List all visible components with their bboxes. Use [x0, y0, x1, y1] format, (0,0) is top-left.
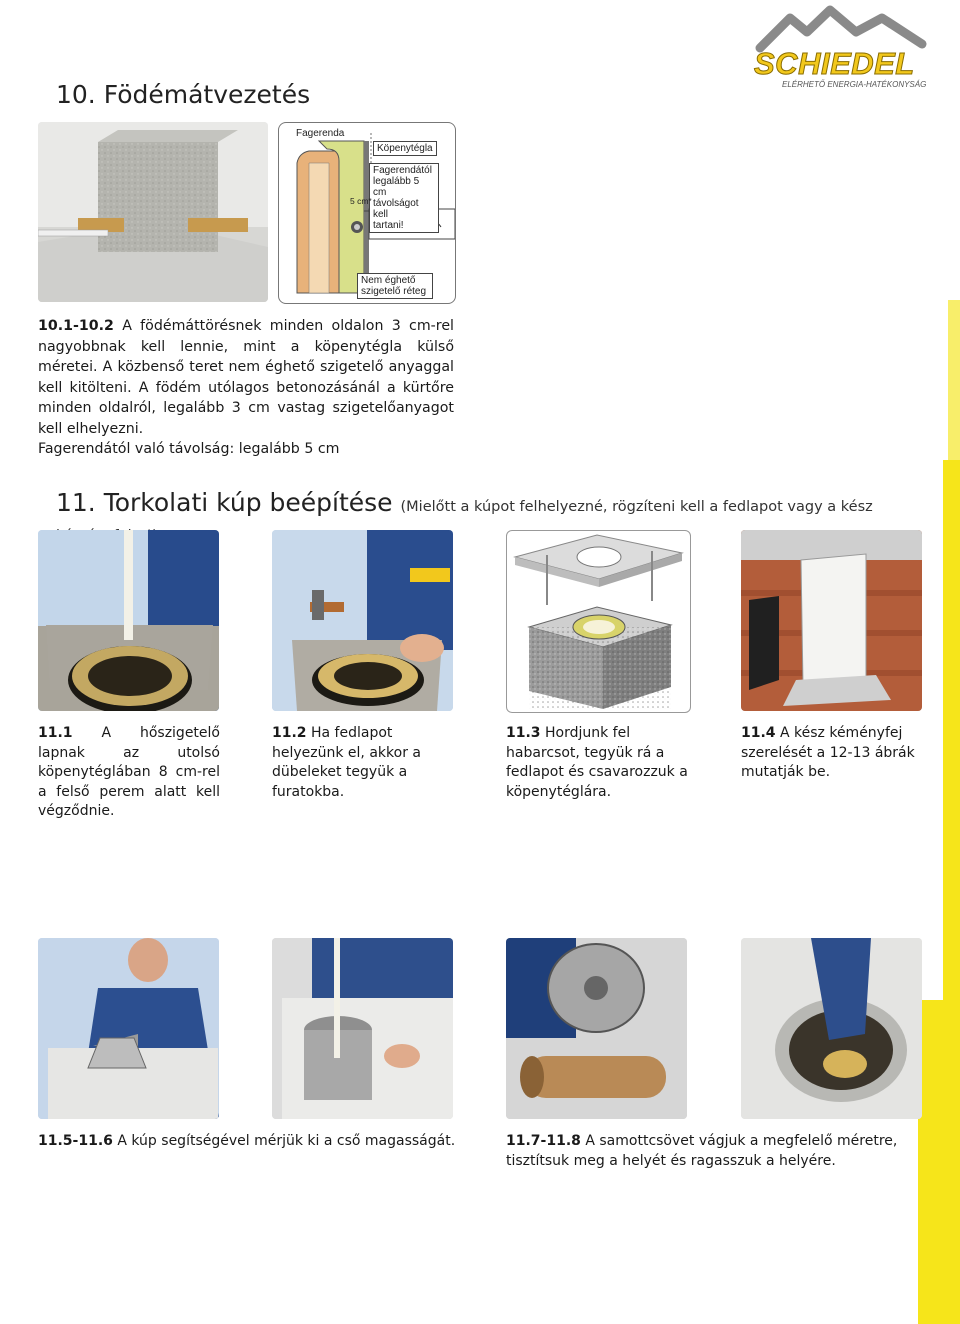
caption-ref: 11.7-11.8	[506, 1133, 581, 1149]
photo-11-8	[741, 938, 922, 1119]
label-five-cm: 5 cm*	[350, 196, 372, 206]
photo-10-1-chimney-block	[38, 122, 268, 302]
step-ref: 11.1	[38, 725, 73, 741]
step-11-4	[741, 724, 925, 783]
caption-text: A kúp segítségével mérjük ki a cső magasságát.	[112, 1133, 456, 1149]
diagram-10-2-ceiling-passage	[278, 122, 456, 304]
caption-text: A samottcsövet vágjuk a megfelelő méretre, tisztítsuk meg a helyét és ragasszuk a helyére.	[506, 1133, 898, 1169]
section-10-paragraph	[38, 316, 454, 460]
photo-11-6	[272, 938, 453, 1119]
schiedel-logo	[752, 4, 932, 90]
label-insulation	[357, 273, 433, 299]
para-last-line: Fagerendától való távolság: legalább 5 cm	[38, 441, 340, 457]
yellow-strip-top	[948, 300, 960, 460]
photo-11-7	[506, 938, 687, 1119]
step-text: A kész kéményfej szerelését a 12-13 ábrák mutatják be.	[741, 725, 915, 780]
logo-tagline: ELÉRHETŐ ENERGIA-HATÉKONYSÁG	[782, 80, 927, 89]
para-text: A födémáttörésnek minden oldalon 3 cm-rel nagyobbnak kell lennie, mint a köpenytégla külső méretei. A közbenső teret nem éghető szigetelő anyaggal kell kitölteni. A födém utólagos betonozásánál a kürtőre minden oldalról, legalább 3 cm vastag szigetelőanyagot kell elhelyezni.	[38, 318, 454, 437]
caption-ref: 11.5-11.6	[38, 1133, 113, 1149]
section-10-title: 10. Födémátvezetés	[56, 80, 311, 109]
section-11-subtitle: (Mielőtt a kúpot felhelyezné, rögzíteni kell a fedlapot vagy a kész	[400, 499, 873, 515]
distance-note-line-2: legalább 5 cm	[373, 176, 420, 198]
step-11-1	[38, 724, 220, 822]
section-11-title: 11. Torkolati kúp beépítése	[56, 488, 393, 517]
label-distance-note	[369, 163, 439, 233]
para-ref: 10.1-10.2	[38, 318, 114, 334]
insulation-line-1: Nem éghető	[361, 275, 416, 286]
step-ref: 11.3	[506, 725, 541, 741]
label-kopenytegla: Köpenytégla	[373, 141, 437, 156]
photo-11-2	[272, 530, 453, 711]
insulation-line-2: szigetelő réteg	[361, 286, 427, 297]
step-text: Ha fedlapot helyezünk el, akkor a dübeleket tegyük a furatokba.	[272, 725, 421, 800]
step-ref: 11.4	[741, 725, 776, 741]
step-text: A hőszigetelő lapnak az utolsó köpenytéglában 8 cm-rel a felső perem alatt kell végződnie.	[38, 725, 220, 819]
distance-note-line-3: távolságot kell	[373, 198, 419, 220]
step-11-2	[272, 724, 458, 802]
step-11-3	[506, 724, 696, 802]
photo-11-5	[38, 938, 219, 1119]
distance-note-line-1: Fagerendától	[373, 165, 432, 176]
label-fagerenda: Fagerenda	[296, 128, 345, 139]
logo-wordmark: SCHIEDEL	[754, 46, 915, 81]
distance-note-line-4: tartani!	[373, 220, 404, 231]
caption-11-5-11-6	[38, 1132, 478, 1152]
diagram-11-3	[506, 530, 691, 713]
caption-11-7-11-8	[506, 1132, 928, 1171]
step-text: Hordjunk fel habarcsot, tegyük rá a fedlapot és csavarozzuk a köpenytéglára.	[506, 725, 688, 800]
photo-11-1	[38, 530, 219, 711]
photo-11-4	[741, 530, 922, 711]
step-ref: 11.2	[272, 725, 307, 741]
